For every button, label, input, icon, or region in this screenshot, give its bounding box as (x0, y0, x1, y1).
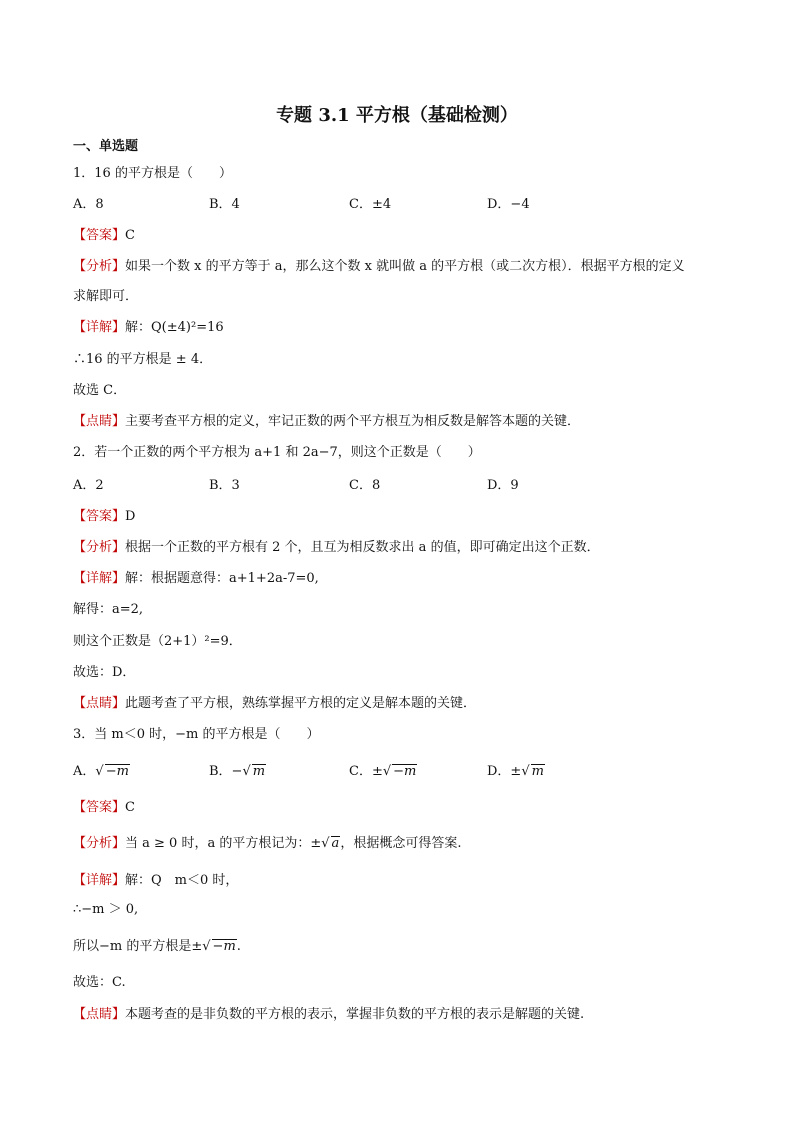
comment-tag: 【点睛】 (73, 414, 126, 429)
q1-detail-2: ∴16 的平方根是 ± 4． (73, 352, 213, 367)
q2-comment-line (73, 695, 476, 713)
q3-option-b-prefix: B．− (209, 764, 243, 779)
detail-tag: 【详解】 (73, 320, 126, 335)
answer-tag: 【答案】 (73, 228, 126, 243)
q1-stem: 1．16 的平方根是（ ） (73, 166, 232, 181)
sqrt-symbol: √ (242, 764, 251, 779)
q1-analysis: 如果一个数 x 的平方等于 a，那么这个数 x 就叫做 a 的平方根（或二次方根）．根据平方根的定义 (125, 259, 685, 274)
q1-detail-line (73, 319, 224, 337)
sqrt-symbol: √ (521, 764, 530, 779)
analysis-tag: 【分析】 (73, 540, 126, 555)
q2-choice: 故选：D． (73, 665, 136, 680)
q2-answer-line (73, 508, 135, 526)
detail-tag: 【详解】 (73, 873, 126, 888)
q3-option-d-radicand: m (531, 764, 544, 779)
q3-choice: 故选：C. (73, 975, 126, 990)
q3-stem: 3．当 m＜0 时，−m 的平方根是（ ） (73, 727, 320, 742)
q1-option-b: B．4 (209, 197, 240, 212)
q1-comment-line (73, 413, 580, 431)
sqrt-symbol: √ (382, 764, 392, 779)
analysis-tag: 【分析】 (73, 259, 126, 274)
q3-detail-3-post: . (236, 939, 241, 954)
q3-option-c-prefix: C．± (349, 764, 383, 779)
q2-option-a: A．2 (73, 478, 104, 493)
q3-option-d-prefix: D．± (487, 764, 522, 779)
q3-analysis-pre: 当 a ≥ 0 时，a 的平方根记为：± (125, 836, 322, 851)
q3-detail-2: ∴−m ＞ 0, (73, 902, 139, 917)
q3-comment: 本题考查的是非负数的平方根的表示，掌握非负数的平方根的表示是解题的关键. (125, 1007, 585, 1022)
q2-analysis-line (73, 539, 600, 557)
q1-answer-line (73, 227, 135, 245)
q3-comment-line (73, 1006, 584, 1024)
sqrt-symbol: √ (202, 939, 211, 954)
detail-tag: 【详解】 (73, 571, 126, 586)
q3-answer-line (73, 799, 135, 817)
q2-answer: D (125, 509, 136, 524)
q2-comment: 此题考查了平方根，熟练掌握平方根的定义是解本题的关键． (125, 696, 477, 711)
q1-option-d: D．−4 (487, 197, 530, 212)
q2-option-b: B．3 (209, 478, 240, 493)
q3-answer: C (125, 800, 135, 815)
q3-analysis-radicand: a (331, 836, 340, 851)
q2-stem: 2．若一个正数的两个平方根为 a+1 和 2a−7，则这个正数是（ ） (73, 445, 481, 460)
q3-option-d (487, 763, 545, 781)
q3-option-c-radicand: −m (393, 764, 417, 779)
answer-tag: 【答案】 (73, 800, 126, 815)
sqrt-symbol: √ (95, 764, 104, 779)
comment-tag: 【点睛】 (73, 696, 126, 711)
q1-option-c: C．±4 (349, 197, 392, 212)
q1-comment: 主要考查平方根的定义，牢记正数的两个平方根互为相反数是解答本题的关键． (125, 414, 581, 429)
comment-tag: 【点睛】 (73, 1007, 126, 1022)
q3-detail-3 (73, 938, 241, 956)
q1-analysis-line (73, 258, 685, 276)
q2-detail-2: 解得：a=2, (73, 602, 144, 617)
section-heading: 一、单选题 (73, 139, 139, 154)
q3-detail-3-pre: 所以−m 的平方根是± (73, 939, 203, 954)
q1-choice: 故选 C． (73, 383, 127, 398)
q1-option-a: A．8 (73, 197, 104, 212)
q3-detail-3-radicand: −m (212, 939, 236, 954)
q2-option-d: D．9 (487, 478, 519, 493)
answer-tag: 【答案】 (73, 509, 126, 524)
q3-option-c (349, 763, 417, 781)
q3-analysis-line (73, 835, 461, 853)
q1-answer: C (125, 228, 135, 243)
q3-option-b-radicand: m (252, 764, 266, 779)
sqrt-symbol: √ (321, 836, 330, 851)
q2-option-c: C．8 (349, 478, 381, 493)
q3-option-a (73, 763, 130, 781)
analysis-tag: 【分析】 (73, 836, 126, 851)
page-title: 专题 3.1 平方根（基础检测） (276, 105, 518, 126)
q2-detail-line (73, 570, 319, 588)
q2-detail-3: 则这个正数是（2+1）²=9． (73, 634, 242, 649)
q2-analysis: 根据一个正数的平方根有 2 个，且互为相反数求出 a 的值，即可确定出这个正数． (125, 540, 600, 555)
q2-detail: 解：根据题意得：a+1+2a-7=0, (125, 571, 319, 586)
q3-option-a-prefix: A． (73, 764, 96, 779)
q1-analysis-cont: 求解即可． (73, 289, 139, 304)
q3-option-a-radicand: −m (105, 764, 129, 779)
q3-option-b (209, 763, 266, 781)
q3-detail-line (73, 872, 238, 890)
q3-analysis-post: ，根据概念可得答案. (340, 836, 462, 851)
q3-detail: 解：Q m＜0 时， (125, 873, 239, 888)
q1-detail: 解：Q(±4)²=16 (125, 320, 224, 335)
